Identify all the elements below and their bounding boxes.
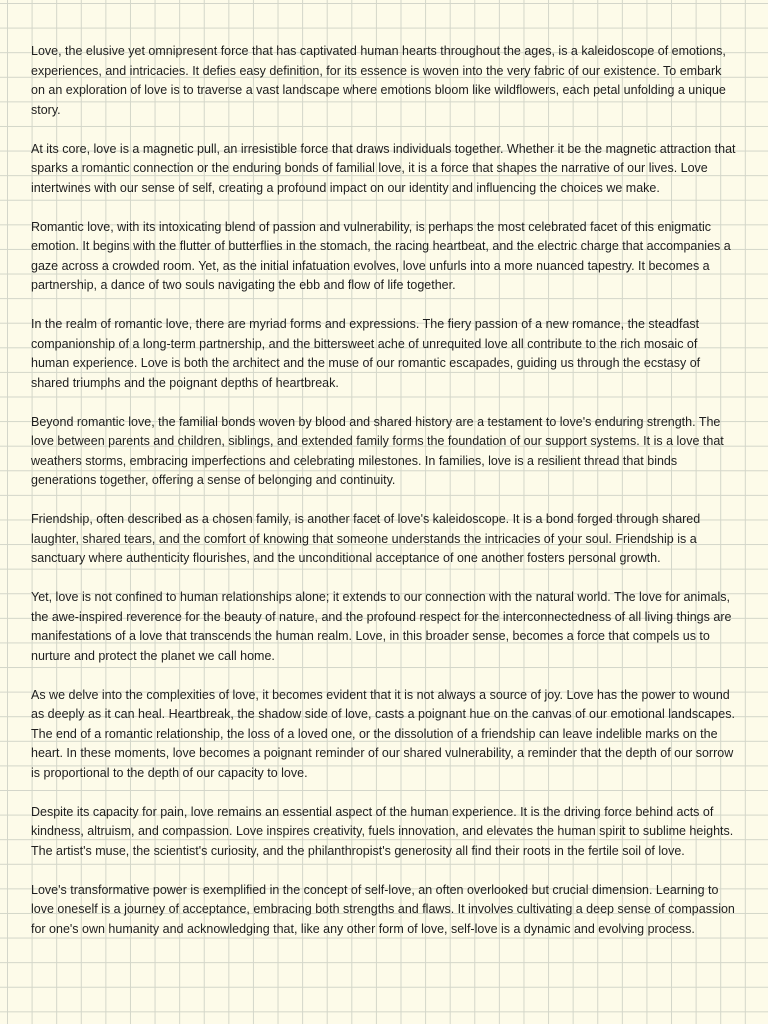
paragraph-3: Romantic love, with its intoxicating blend of passion and vulnerability, is perhaps the most celebrated facet of this enigmatic emotion. It begins with the flutter of butterflies in the stomach, the racing heartbeat, and the electric charge that accompanies a gaze across a crowded room. Yet, as the initial infatuation evolves, love unfurls into a more nuanced tapestry. It becomes a partnership, a dance of two souls navigating the ebb and flow of life together. xyxy=(31,219,731,292)
paragraph-9: Despite its capacity for pain, love remains an essential aspect of the human experience. It is the driving force behind acts of kindness, altruism, and compassion. Love inspires creativity, fuels innovation, and elevates the human spirit to sublime heights. The artist's muse, the scientist's curiosity, and the philanthropist's generosity all find their roots in the fertile soil of love. xyxy=(31,804,734,858)
paragraph-7: Yet, love is not confined to human relationships alone; it extends to our connection with the natural world. The love for animals, the awe-inspired reverence for the beauty of nature, and the profound respect for the interconnectedness of all living things are manifestations of a love that transcends the human realm. Love, in this broader sense, becomes a force that compels us to nurture and protect the planet we call home. xyxy=(31,590,732,663)
paragraph-10: Love's transformative power is exemplified in the concept of self-love, an often overlooked but crucial dimension. Learning to love oneself is a journey of acceptance, embracing both strengths and flaws. It involves cultivating a deep sense of compassion for one's own humanity and acknowledging that, like any other form of love, self-love is a dynamic and evolving process. xyxy=(31,882,735,936)
paragraph-6: Friendship, often described as a chosen family, is another facet of love's kaleidoscope. It is a bond forged through shared laughter, shared tears, and the comfort of knowing that someone understands the intricacies of your soul. Friendship is a sanctuary where authenticity flourishes, and the unconditional acceptance of one another fosters personal growth. xyxy=(31,512,701,565)
paragraph-8: As we delve into the complexities of love, it becomes evident that it is not always a source of joy. Love has the power to wound as deeply as it can heal. Heartbreak, the shadow side of love, casts a poignant hue on the canvas of our emotional landscapes. The end of a romantic relationship, the loss of a loved one, or the dissolution of a friendship can leave indelible marks on the heart. In these moments, love becomes a poignant reminder of our shared vulnerability, a reminder that the depth of our sorrow is proportional to the depth of our capacity to love. xyxy=(31,687,735,780)
paragraph-1: Love, the elusive yet omnipresent force that has captivated human hearts throughout the ages, is a kaleidoscope of emotions, experiences, and intricacies. It defies easy definition, for its essence is woven into the very fabric of our existence. To embark on an exploration of love is to traverse a vast landscape where emotions bloom like wildflowers, each petal unfolding a unique story. xyxy=(31,44,726,117)
essay-page xyxy=(31,42,737,959)
paragraph-2: At its core, love is a magnetic pull, an irresistible force that draws individuals together. Whether it be the magnetic attraction that sparks a romantic connection or the enduring bonds of familial love, it is a force that shapes the narrative of our lives. Love intertwines with our sense of self, creating a profound impact on our identity and influencing the choices we make. xyxy=(31,141,736,195)
paragraph-5: Beyond romantic love, the familial bonds woven by blood and shared history are a testament to love's enduring strength. The love between parents and children, siblings, and extended family forms the foundation of our support systems. It is a love that weathers storms, embracing imperfections and celebrating milestones. In families, love is a resilient thread that binds generations together, offering a sense of belonging and continuity. xyxy=(31,414,724,487)
paragraph-4: In the realm of romantic love, there are myriad forms and expressions. The fiery passion of a new romance, the steadfast companionship of a long-term partnership, and the bittersweet ache of unrequited love all contribute to the rich mosaic of human experience. Love is both the architect and the muse of our romantic escapades, guiding us through the ecstasy of shared triumphs and the poignant depths of heartbreak. xyxy=(31,317,701,390)
